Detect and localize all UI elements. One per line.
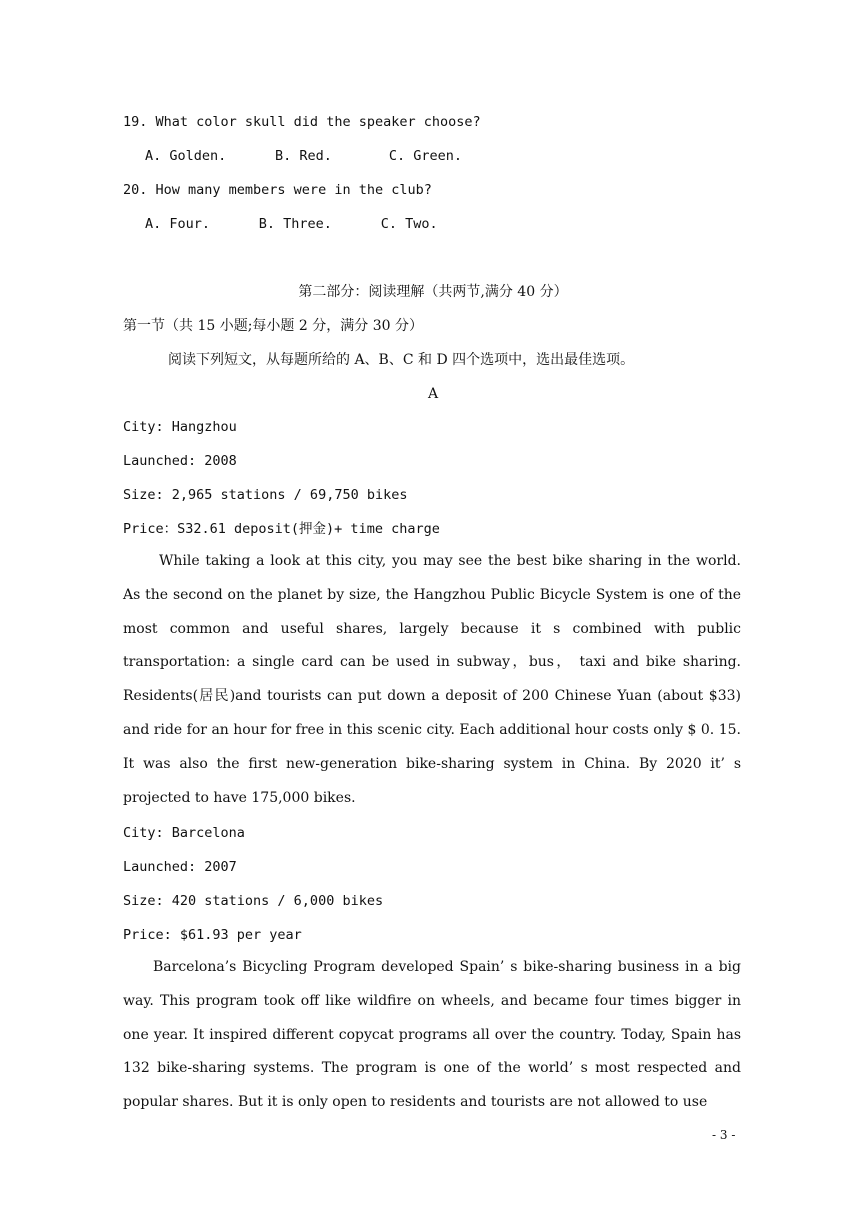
barcelona-size: Size: 420 stations / 6,000 bikes (123, 893, 384, 909)
barcelona-price: Price: $61.93 per year (123, 927, 302, 943)
page-number: - 3 - (712, 1128, 736, 1142)
hangzhou-size: Size: 2,965 stations / 69,750 bikes (123, 487, 408, 503)
barcelona-city: City: Barcelona (123, 825, 245, 841)
question-20-options: A. Four. B. Three. C. Two. (145, 216, 438, 232)
question-20-stem: 20. How many members were in the club? (123, 182, 432, 198)
barcelona-paragraph: Barcelona’s Bicycling Program developed Spain’ s bike-sharing business in a big way. This program took off like wildfire on wheels, and became four times bigger in one year. It inspired different copycat programs all over the country. Today, Spain has 132 bike-sharing systems. The program is one of the world’ s most respected and popular shares. But it is only open to residents and tourists are not allowed to use (123, 959, 741, 1111)
passage-letter: A (427, 386, 439, 402)
instruction: 阅读下列短文，从每题所给的 A、B、C 和 D 四个选项中，选出最佳选项。 (168, 352, 635, 368)
question-19-stem: 19. What color skull did the speaker choose? (123, 114, 481, 130)
hangzhou-price: Price：S32.61 deposit(押金)+ time charge (123, 521, 440, 537)
hangzhou-launched: Launched: 2008 (123, 453, 237, 469)
part-title: 第二部分：阅读理解（共两节,满分 40 分） (298, 284, 568, 300)
hangzhou-paragraph: While taking a look at this city, you may see the best bike sharing in the world. As the second on the planet by size, the Hangzhou Public Bicycle System is one of the most common and useful shares, largely because it s combined with public transportation: a single card can be used in subway，bus， taxi and bike sharing. Residents(居民)and tourists can put down a deposit of 200 Chinese Yuan (about $33) and ride for an hour for free in this scenic city. Each additional hour costs only $ 0. 15. It was also the first new-generation bike-sharing system in China. By 2020 it’ s projected to have 175,000 bikes. (123, 553, 741, 806)
hangzhou-city: City: Hangzhou (123, 419, 237, 435)
question-19-options: A. Golden. B. Red. C. Green. (145, 148, 462, 164)
section-subtitle: 第一节（共 15 小题;每小题 2 分，满分 30 分） (123, 318, 423, 334)
barcelona-launched: Launched: 2007 (123, 859, 237, 875)
